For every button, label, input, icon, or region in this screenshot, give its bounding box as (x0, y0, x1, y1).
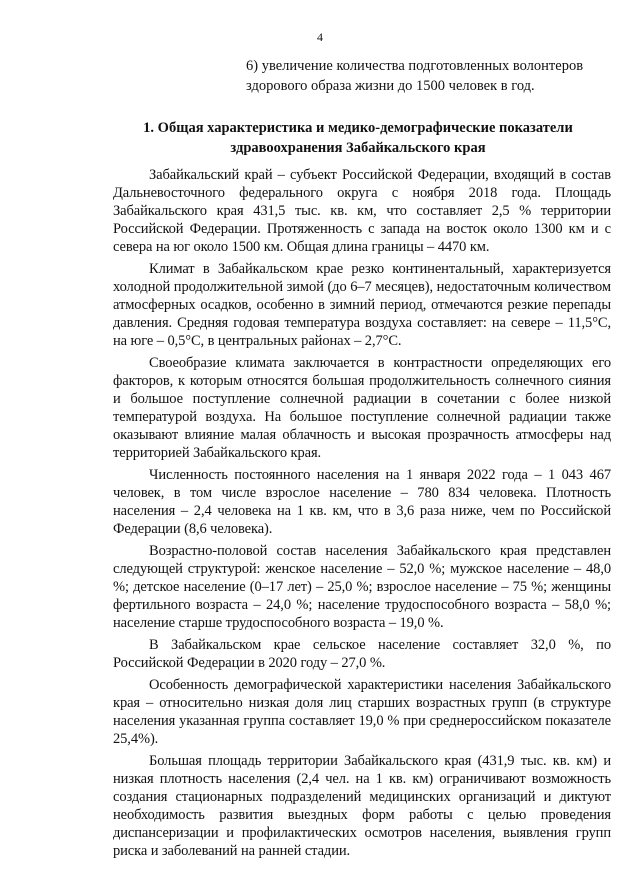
body-text (113, 166, 611, 864)
paragraph-climate: Климат в Забайкальском крае резко континентальный, характеризуется холодной продолжительной зимой (до 6–7 месяцев), недостаточным количеством атмосферных осадков, особенно в зимний период, отмечаются резкие перепады давления. Средняя годовая температура воздуха составляет: на севере – 11,5°С, на юге – 0,5°С, в центральных районах – 2,7°С. (113, 261, 611, 349)
paragraph-rural-population: В Забайкальском крае сельское население составляет 32,0 %, по Российской Федерации в 2020 году – 27,0 %. (113, 637, 611, 671)
paragraph-climate-features: Своеобразие климата заключается в контрастности определяющих его факторов, к которым относятся большая продолжительность солнечного сияния и большое поступление солнечной радиации в сочетании с более низкой температурой воздуха. На большое поступление солнечной радиации также оказывают влияние малая облачность и высокая прозрачность атмосферы над территорией Забайкальского края. (113, 355, 611, 461)
paragraph-demographic-feature: Особенность демографической характеристики населения Забайкальского края – относительно низкая доля лиц старших возрастных групп (в структуре населения указанная группа составляет 19,0 % при среднероссийском показателе 25,4%). (113, 677, 611, 747)
page-number: 4 (317, 30, 323, 44)
paragraph-population: Численность постоянного населения на 1 января 2022 года – 1 043 467 человек, в том числе взрослое население – 780 834 человека. Плотность населения – 2,4 человека на 1 кв. км, что в 3,6 раза ниже, чем по Российской Федерации (8,6 человека). (113, 467, 611, 537)
paragraph-general-info: Забайкальский край – субъект Российской Федерации, входящий в состав Дальневосточного федерального округа с ноября 2018 года. Площадь Забайкальского края 431,5 тыс. кв. км, что составляет 2,5 % территории Российской Федерации. Протяженность с запада на восток около 1300 км и с севера на юг около 1500 км. Общая длина границы – 4470 км. (113, 167, 611, 255)
paragraph-age-sex-structure: Возрастно-половой состав населения Забайкальского края представлен следующей структурой: женское население – 52,0 %; мужское население – 48,0 %; детское население (0–17 лет) – 25,0 %; взрослое население – 75 %; женщины фертильного возраста – 24,0 %; население трудоспособного возраста – 58,0 %; население старше трудоспособного возраста – 19,0 %. (113, 543, 611, 631)
paragraph-territory-constraints: Большая площадь территории Забайкальского края (431,9 тыс. кв. км) и низкая плотность населения (2,4 чел. на 1 кв. км) ограничивают возможность создания стационарных подразделений медицинских организаций и диктуют необходимость развития выездных форм работы с целью проведения диспансеризации и профилактических осмотров населения, выявления групп риска и заболеваний на ранней стадии. (113, 753, 611, 859)
list-item-volunteers: 6) увеличение количества подготовленных волонтеров здорового образа жизни до 1500 человек в год. (246, 58, 584, 94)
section-heading: 1. Общая характеристика и медико-демографические показатели здравоохранения Забайкальского края (143, 120, 573, 156)
